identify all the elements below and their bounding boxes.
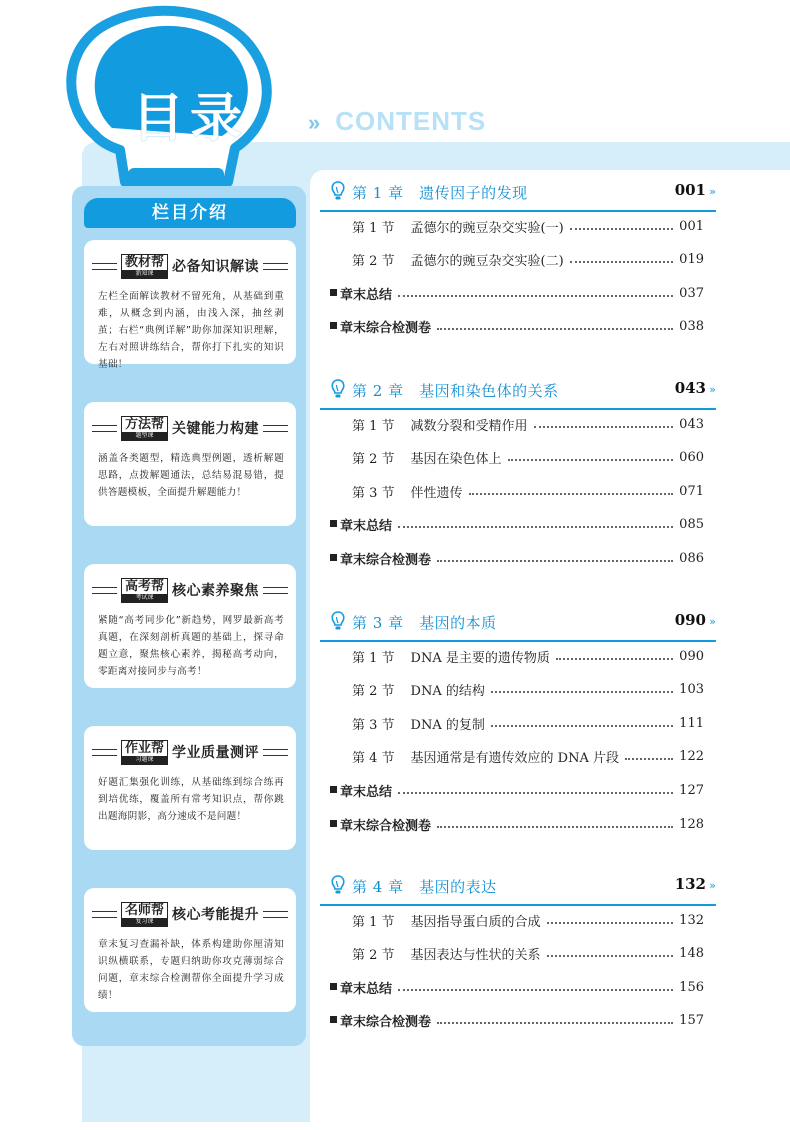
card-badge-row [92, 414, 288, 442]
toc-section-entry[interactable] [320, 942, 704, 966]
entry-label [320, 549, 431, 568]
lightbulb-icon [330, 875, 346, 895]
leader-dots [547, 921, 674, 924]
card-badge-row [92, 900, 288, 928]
summary-title: 章末综合检测卷 [340, 1015, 432, 1031]
card-tag [121, 578, 168, 603]
leader-dots [398, 791, 673, 794]
toc-summary-entry[interactable] [320, 778, 704, 802]
section-number: 第 2 节 [352, 254, 395, 270]
entry-label [320, 482, 463, 501]
toc-section-entry[interactable] [320, 479, 704, 503]
card-tag-sub: 复习课 [122, 918, 167, 926]
section-number: 第 1 节 [352, 650, 395, 666]
leader-dots [570, 227, 673, 230]
lightbulb-icon [330, 379, 346, 399]
entry-label [320, 944, 541, 963]
entry-label [320, 1011, 431, 1030]
card-badge [121, 578, 259, 603]
card-tag-sub: 新知课 [122, 270, 167, 278]
card-tag [121, 416, 168, 441]
toc-summary-entry[interactable] [320, 812, 704, 836]
card-tag-label: 高考帮 [125, 578, 165, 594]
toc-summary-entry[interactable] [320, 315, 704, 339]
card-slogan: 学业质量测评 [172, 745, 260, 761]
square-bullet-icon [330, 289, 337, 296]
entry-label [320, 515, 392, 534]
entry-page: 122 [679, 749, 704, 765]
chapter-page: 043 [674, 379, 706, 397]
entry-page: 111 [679, 715, 704, 731]
section-title: 基因指导蛋白质的合成 [410, 914, 541, 930]
section-number: 第 3 节 [352, 485, 395, 501]
chevron-right-icon: » [709, 879, 716, 892]
square-bullet-icon [330, 820, 337, 827]
card-tag [121, 254, 168, 279]
section-title: DNA 的结构 [410, 684, 485, 700]
entry-page: 132 [679, 912, 704, 928]
leader-dots [570, 260, 673, 263]
section-number: 第 4 节 [352, 751, 395, 767]
card-badge [121, 416, 259, 441]
chapter-heading[interactable] [320, 870, 716, 906]
divider [92, 263, 117, 270]
divider [92, 425, 117, 432]
chevron-right-icon: » [709, 185, 716, 198]
card-description: 好题汇集强化训练，从基础练到综合练再到培优练，覆盖所有常考知识点，帮你跳出题海阴影，高分速成不是问题！ [98, 777, 284, 822]
entry-label [320, 680, 485, 699]
card-description: 左栏全面解读教材不留死角，从基础到重难，从概念到内涵，由浅入深，抽丝剥茧；右栏“典例详解”助你加深知识理解，左右对照讲练结合，帮你打下扎实的知识基础！ [98, 291, 284, 370]
column-card [84, 402, 296, 526]
square-bullet-icon [330, 983, 337, 990]
sidebar-heading: 栏目介绍 [84, 198, 296, 228]
leader-dots [437, 559, 673, 562]
entry-page: 001 [679, 218, 704, 234]
square-bullet-icon [330, 520, 337, 527]
entry-page: 037 [679, 285, 704, 301]
chapter-heading[interactable] [320, 374, 716, 410]
summary-title: 章末总结 [340, 981, 393, 997]
section-title: 减数分裂和受精作用 [410, 418, 528, 434]
entry-label [320, 317, 431, 336]
entry-page: 127 [679, 782, 704, 798]
leader-dots [437, 825, 673, 828]
toc-section-entry[interactable] [320, 678, 704, 702]
entry-page: 060 [679, 450, 704, 466]
chapter-title: 第 2 章 基因和染色体的关系 [352, 382, 559, 400]
section-title: 基因在染色体上 [410, 452, 502, 468]
section-title: DNA 是主要的遗传物质 [410, 650, 550, 666]
summary-title: 章末综合检测卷 [340, 321, 432, 337]
section-title: DNA 的复制 [410, 717, 485, 733]
leader-dots [534, 425, 674, 428]
entry-label [320, 815, 431, 834]
toc-summary-entry[interactable] [320, 975, 704, 999]
summary-title: 章末总结 [340, 519, 393, 535]
leader-dots [469, 492, 674, 495]
chapter-heading[interactable] [320, 176, 716, 212]
toc-summary-entry[interactable] [320, 546, 704, 570]
entry-label [320, 415, 528, 434]
chapter-title: 第 4 章 基因的表达 [352, 878, 497, 896]
card-tag-label: 名师帮 [125, 902, 165, 918]
card-description: 紧随“高考同步化”新趋势，网罗最新高考真题，在深刻剖析真题的基础上，探寻命题立意，聚焦核心素养，揭秘高考动向，零距离对接同步与高考！ [98, 615, 284, 677]
summary-title: 章末综合检测卷 [340, 818, 432, 834]
toc-section-entry[interactable] [320, 644, 704, 668]
lightbulb-icon [330, 611, 346, 631]
toc-section-entry[interactable] [320, 745, 704, 769]
divider [92, 749, 117, 756]
divider [263, 911, 288, 918]
entry-label [320, 217, 564, 236]
toc-section-entry[interactable] [320, 446, 704, 470]
card-badge [121, 740, 259, 765]
column-card [84, 888, 296, 1012]
card-tag-sub: 考试课 [122, 594, 167, 602]
card-tag-sub: 题型课 [122, 432, 167, 440]
square-bullet-icon [330, 554, 337, 561]
section-number: 第 1 节 [352, 220, 395, 236]
entry-label [320, 647, 550, 666]
leader-dots [508, 458, 674, 461]
card-slogan: 核心考能提升 [172, 907, 260, 923]
section-title: 基因表达与性状的关系 [410, 948, 541, 964]
entry-page: 148 [679, 946, 704, 962]
section-number: 第 1 节 [352, 418, 395, 434]
entry-label [320, 747, 619, 766]
card-badge-row [92, 576, 288, 604]
card-badge-row [92, 252, 288, 280]
entry-label [320, 714, 485, 733]
section-number: 第 2 节 [352, 452, 395, 468]
lightbulb-icon [330, 181, 346, 201]
divider [263, 749, 288, 756]
leader-dots [398, 988, 673, 991]
entry-page: 156 [679, 979, 704, 995]
leader-dots [556, 657, 673, 660]
entry-label [320, 448, 502, 467]
chapter-title: 第 1 章 遗传因子的发现 [352, 184, 528, 202]
divider [92, 911, 117, 918]
card-slogan: 核心素养聚焦 [172, 583, 260, 599]
entry-page: 128 [679, 816, 704, 832]
leader-dots [625, 757, 673, 760]
leader-dots [398, 294, 673, 297]
column-card [84, 240, 296, 370]
entry-label [320, 911, 541, 930]
leader-dots [547, 954, 674, 957]
card-tag-label: 作业帮 [125, 740, 165, 756]
divider [263, 587, 288, 594]
square-bullet-icon [330, 322, 337, 329]
leader-dots [491, 724, 673, 727]
summary-title: 章末总结 [340, 287, 393, 303]
chevron-right-icon: » [709, 615, 716, 628]
entry-label [320, 978, 392, 997]
divider [263, 263, 288, 270]
card-slogan: 必备知识解读 [172, 259, 260, 275]
section-title: 基因通常是有遗传效应的 DNA 片段 [410, 751, 619, 767]
toc-section-entry[interactable] [320, 412, 704, 436]
square-bullet-icon [330, 786, 337, 793]
contents-heading [308, 106, 486, 137]
leader-dots [437, 1021, 673, 1024]
toc-summary-entry[interactable] [320, 1009, 704, 1033]
entry-page: 086 [679, 550, 704, 566]
chapter-page: 001 [674, 181, 706, 199]
toc-summary-entry[interactable] [320, 281, 704, 305]
card-tag [121, 740, 168, 765]
square-bullet-icon [330, 1016, 337, 1023]
entry-label [320, 250, 564, 269]
toc-section-entry[interactable] [320, 248, 704, 272]
column-card [84, 726, 296, 850]
entry-label [320, 781, 392, 800]
toc-section-entry[interactable] [320, 711, 704, 735]
chapter-title: 第 3 章 基因的本质 [352, 614, 497, 632]
entry-page: 157 [679, 1013, 704, 1029]
section-number: 第 1 节 [352, 914, 395, 930]
entry-label [320, 284, 392, 303]
leader-dots [437, 327, 673, 330]
card-badge [121, 902, 259, 927]
entry-page: 085 [679, 517, 704, 533]
section-title: 孟德尔的豌豆杂交实验(二) [410, 254, 564, 270]
summary-title: 章末总结 [340, 784, 393, 800]
card-tag-label: 方法帮 [125, 416, 165, 432]
column-card [84, 564, 296, 688]
toc-summary-entry[interactable] [320, 513, 704, 537]
card-tag-sub: 习题课 [122, 756, 167, 764]
divider [92, 587, 117, 594]
card-description: 涵盖各类题型，精选典型例题，透析解题思路，点拨解题通法，总结易混易错，提供答题模板，全面提升解题能力！ [98, 453, 284, 498]
toc-section-entry[interactable] [320, 908, 704, 932]
entry-page: 071 [679, 483, 704, 499]
chapter-page: 090 [674, 611, 706, 629]
card-description: 章末复习查漏补缺，体系构建助你厘清知识纵横联系，专题归纳助你攻克薄弱综合问题，章末综合检测帮你全面提升学习成绩！ [98, 939, 284, 1001]
section-title: 孟德尔的豌豆杂交实验(一) [410, 220, 564, 236]
card-badge-row [92, 738, 288, 766]
card-tag-label: 教材帮 [125, 254, 165, 270]
chapter-page: 132 [674, 875, 706, 893]
entry-page: 103 [679, 682, 704, 698]
entry-page: 043 [679, 416, 704, 432]
card-slogan: 关键能力构建 [172, 421, 260, 437]
section-number: 第 2 节 [352, 948, 395, 964]
section-number: 第 3 节 [352, 717, 395, 733]
entry-page: 038 [679, 319, 704, 335]
leader-dots [398, 525, 673, 528]
divider [263, 425, 288, 432]
entry-page: 019 [679, 252, 704, 268]
section-number: 第 2 节 [352, 684, 395, 700]
toc-section-entry[interactable] [320, 214, 704, 238]
entry-page: 090 [679, 648, 704, 664]
contents-label: CONTENTS [335, 106, 487, 136]
card-badge [121, 254, 259, 279]
chapter-heading[interactable] [320, 606, 716, 642]
chevron-right-icon: » [709, 383, 716, 396]
leader-dots [491, 690, 673, 693]
section-title: 伴性遗传 [410, 485, 463, 501]
double-chevron-icon: » [308, 110, 322, 135]
card-tag [121, 902, 168, 927]
summary-title: 章末综合检测卷 [340, 552, 432, 568]
page-title: 目录 [132, 89, 249, 149]
